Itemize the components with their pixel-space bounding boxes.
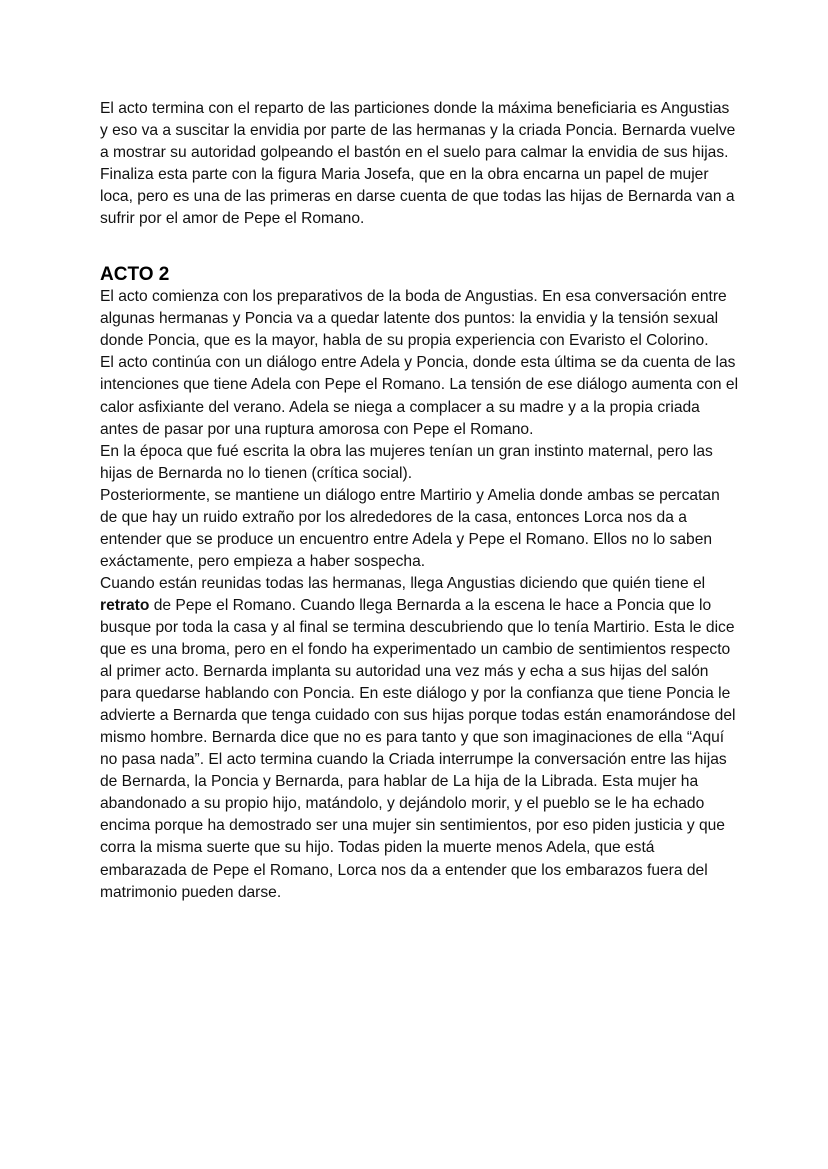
act-2-paragraph-2: El acto continúa con un diálogo entre Adela y Poncia, donde esta última se da cuenta de las intenciones que tiene Adela con Pepe el Romano. La tensión de ese diálogo aumenta con el calor asfixiante del verano. Adela se niega a complacer a su madre y a la propia criada antes de pasar por una ruptura amorosa con Pepe el Romano. xyxy=(100,354,739,438)
act-2-paragraph-5 xyxy=(100,573,740,904)
act-2-paragraph-4: Posteriormente, se mantiene un diálogo entre Martirio y Amelia donde ambas se percatan de que hay un ruido extraño por los alrededores de la casa, entonces Lorca nos da a entender que se produce un encuentro entre Adela y Pepe el Romano. Ellos no lo saben exáctamente, pero empieza a haber sospecha. xyxy=(100,486,720,570)
intro-paragraph: El acto termina con el reparto de las particiones donde la máxima beneficiaria es Angustias y eso va a suscitar la envidia por parte de las hermanas y la criada Poncia. Bernarda vuelve a mostrar su autoridad golpeando el bastón en el suelo para calmar la envidia de sus hijas. Finaliza esta parte con la figura Maria Josefa, que en la obra encarna un papel de mujer loca, pero es una de las primeras en darse cuenta de que todas las hijas de Bernarda van a sufrir por el amor de Pepe el Romano. xyxy=(100,100,736,228)
act-2-paragraph-1: El acto comienza con los preparativos de la boda de Angustias. En esa conversación entre algunas hermanas y Poncia va a quedar latente dos puntos: la envidia y la tensión sexual donde Poncia, que es la mayor, habla de su propia experiencia con Evaristo el Colorino. xyxy=(100,288,727,350)
p5-text-before: Cuando están reunidas todas las hermanas, llega Angustias diciendo que quién tiene el xyxy=(100,574,706,592)
p5-bold-retrato: retrato xyxy=(100,596,150,614)
act-2-heading: ACTO 2 xyxy=(100,264,170,286)
act-2-paragraph-3: En la época que fué escrita la obra las mujeres tenían un gran instinto maternal, pero las hijas de Bernarda no lo tienen (crítica social). xyxy=(100,442,713,482)
p5-text-after: de Pepe el Romano. Cuando llega Bernarda a la escena le hace a Poncia que lo busque por toda la casa y al final se termina descubriendo que lo tenía Martirio. Esta le dice que es una broma, pero en el fondo ha experimentado un cambio de sentimientos respecto al primer acto. Bernarda implanta su autoridad una vez más y echa a sus hijas del salón para quedarse hablando con Poncia. En este diálogo y por la confianza que tiene Poncia le advierte a Bernarda que tenga cuidado con sus hijas porque todas están enamorándose del mismo hombre. Bernarda dice que no es para tanto y que son imaginaciones de ella “Aquí no pasa nada”. El acto termina cuando la Criada interrumpe la conversación entre las hijas de Bernarda, la Poncia y Bernarda, para hablar de La hija de la Librada. Esta mujer ha abandonado a su propio hijo, matándolo, y dejándolo morir, y el pueblo se le ha echado encima porque ha demostrado ser una mujer sin sentimientos, por eso piden justicia y que corra la misma suerte que su hijo. Todas piden la muerte menos Adela, que está embarazada de Pepe el Romano, Lorca nos da a entender que los embarazos fuera del matrimonio pueden darse. xyxy=(100,596,736,901)
document-page xyxy=(100,98,740,904)
